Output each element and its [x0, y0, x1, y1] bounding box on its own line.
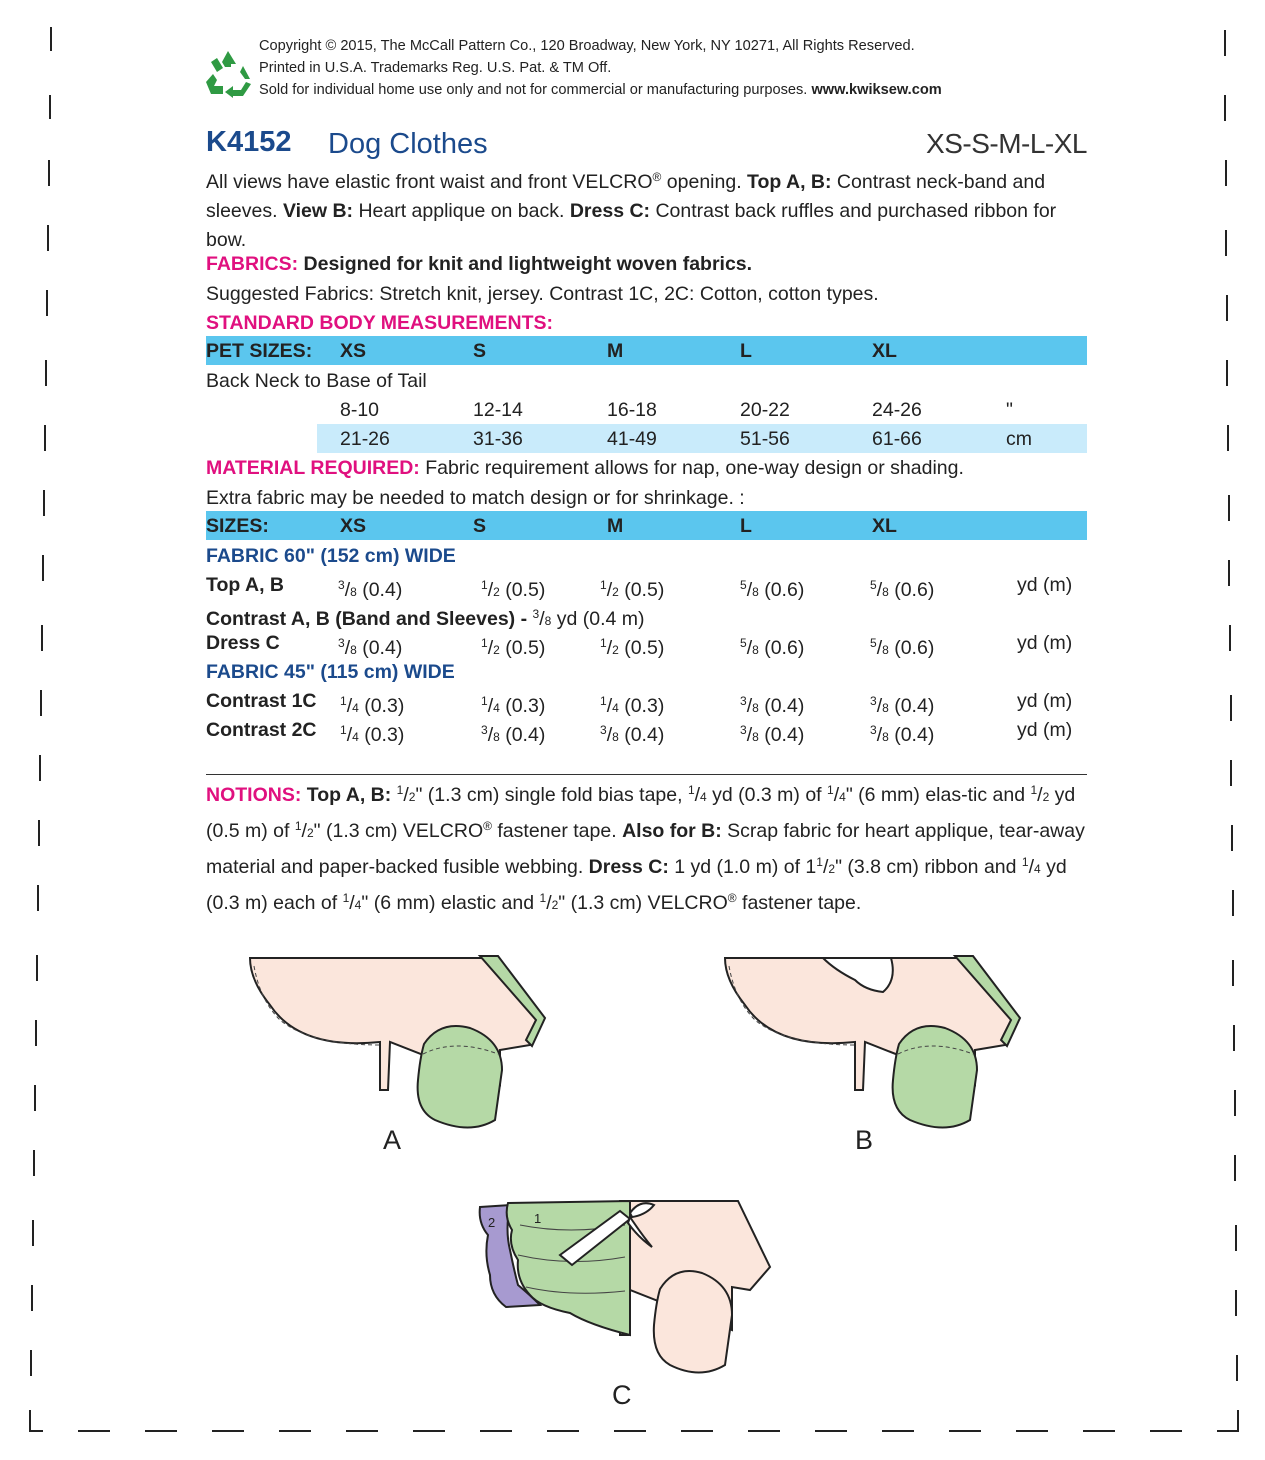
printed-line: Printed in U.S.A. Trademarks Reg. U.S. Pat. & TM Off. [259, 60, 612, 76]
measurement-inches-row: 8-10 12-14 16-18 20-22 24-26 " [340, 399, 1013, 421]
ruffle-2-label: 2 [488, 1215, 496, 1230]
view-a-label: A [383, 1125, 402, 1155]
yardage-row-dress-c: Dress C $^3$/8 (0.4) $^1$/2 (0.5) $^1$/2 (0.5) $^5$/8 (0.6) $^5$/8 (0.6) yd (m) [206, 632, 1073, 659]
notions-divider [206, 774, 1087, 775]
suggested-fabrics: Suggested Fabrics: Stretch knit, jersey. Contrast 1C, 2C: Cotton, cotton types. [206, 283, 879, 305]
yardage-row-contrast-1c: Contrast 1C $^1$/4 (0.3) $^1$/4 (0.3) $^1$/4 (0.3) $^3$/8 (0.4) $^3$/8 (0.4) yd (m) [206, 690, 1073, 717]
ruffle-1-label: 1 [534, 1211, 542, 1226]
pattern-number: K4152 [206, 126, 292, 158]
sold-line: Sold for individual home use only and not for commercial or manufacturing purposes. www.kwiksew.com [259, 82, 942, 98]
sizes-header: SIZES: XS S M L XL [206, 515, 897, 537]
copyright-block [259, 35, 942, 101]
notions-paragraph: NOTIONS: Top A, B: $^1$/2" (1.3 cm) single fold bias tape, $^1$/4 yd (0.3 m) of $^1$/4" (6 mm) elas-tic and $^1$/2 yd (0.5 m) of $^1$/2" (1.3 cm) VELCRO® fastener tape. Also for B: Scrap fabric for heart applique, tear-away material and paper-backed fusible webbing. Dress C: 1 yd (1.0 m) of $1^1/2$" (3.8 cm) ribbon and $^1$/4 yd (0.3 m) each of $^1$/4" (6 mm) elastic and $^1$/2" (1.3 cm) VELCRO® fastener tape. [206, 783, 1085, 914]
pattern-sizes: XS-S-M-L-XL [926, 128, 1087, 159]
fabric-60-heading: FABRIC 60" (152 cm) WIDE [206, 545, 456, 567]
website-link[interactable]: www.kwiksew.com [811, 82, 942, 98]
measurement-cm-row: 21-26 31-36 41-49 51-56 61-66 cm [340, 428, 1032, 450]
measurement-label: Back Neck to Base of Tail [206, 370, 427, 392]
view-c-label: C [612, 1380, 632, 1410]
view-b-illustration [715, 950, 1035, 1140]
yardage-row-contrast-2c: Contrast 2C $^1$/4 (0.3) $^3$/8 (0.4) $^3$/8 (0.4) $^3$/8 (0.4) $^3$/8 (0.4) yd (m) [206, 719, 1073, 746]
fabric-45-heading: FABRIC 45" (115 cm) WIDE [206, 661, 455, 683]
description: All views have elastic front waist and front VELCRO® opening. Top A, B: Contrast neck-band and sleeves. View B: Heart applique on back. Dress C: Contrast back ruffles and purchased ribbon for bow. [206, 170, 1057, 251]
view-c-illustration [470, 1195, 790, 1395]
recycle-icon [203, 48, 253, 98]
material-note: Extra fabric may be needed to match design or for shrinkage. : [206, 487, 745, 509]
fabrics-line: FABRICS: Designed for knit and lightweight woven fabrics. [206, 253, 753, 275]
pet-sizes-header: PET SIZES: XS S M L XL [206, 340, 897, 362]
material-heading: MATERIAL REQUIRED: Fabric requirement allows for nap, one-way design or shading. [206, 457, 964, 479]
yardage-row-top-ab: Top A, B $^3$/8 (0.4) $^1$/2 (0.5) $^1$/2 (0.5) $^5$/8 (0.6) $^5$/8 (0.6) yd (m) [206, 574, 1073, 601]
view-b-label: B [855, 1125, 874, 1155]
pattern-name: Dog Clothes [328, 128, 488, 160]
copyright-line: Copyright © 2015, The McCall Pattern Co., 120 Broadway, New York, NY 10271, All Rights Reserved. [259, 38, 915, 54]
measurements-heading: STANDARD BODY MEASUREMENTS: [206, 312, 554, 334]
view-a-illustration [240, 950, 560, 1140]
contrast-ab-row: Contrast A, B (Band and Sleeves) - $^3$/8 yd (0.4 m) [206, 607, 645, 630]
